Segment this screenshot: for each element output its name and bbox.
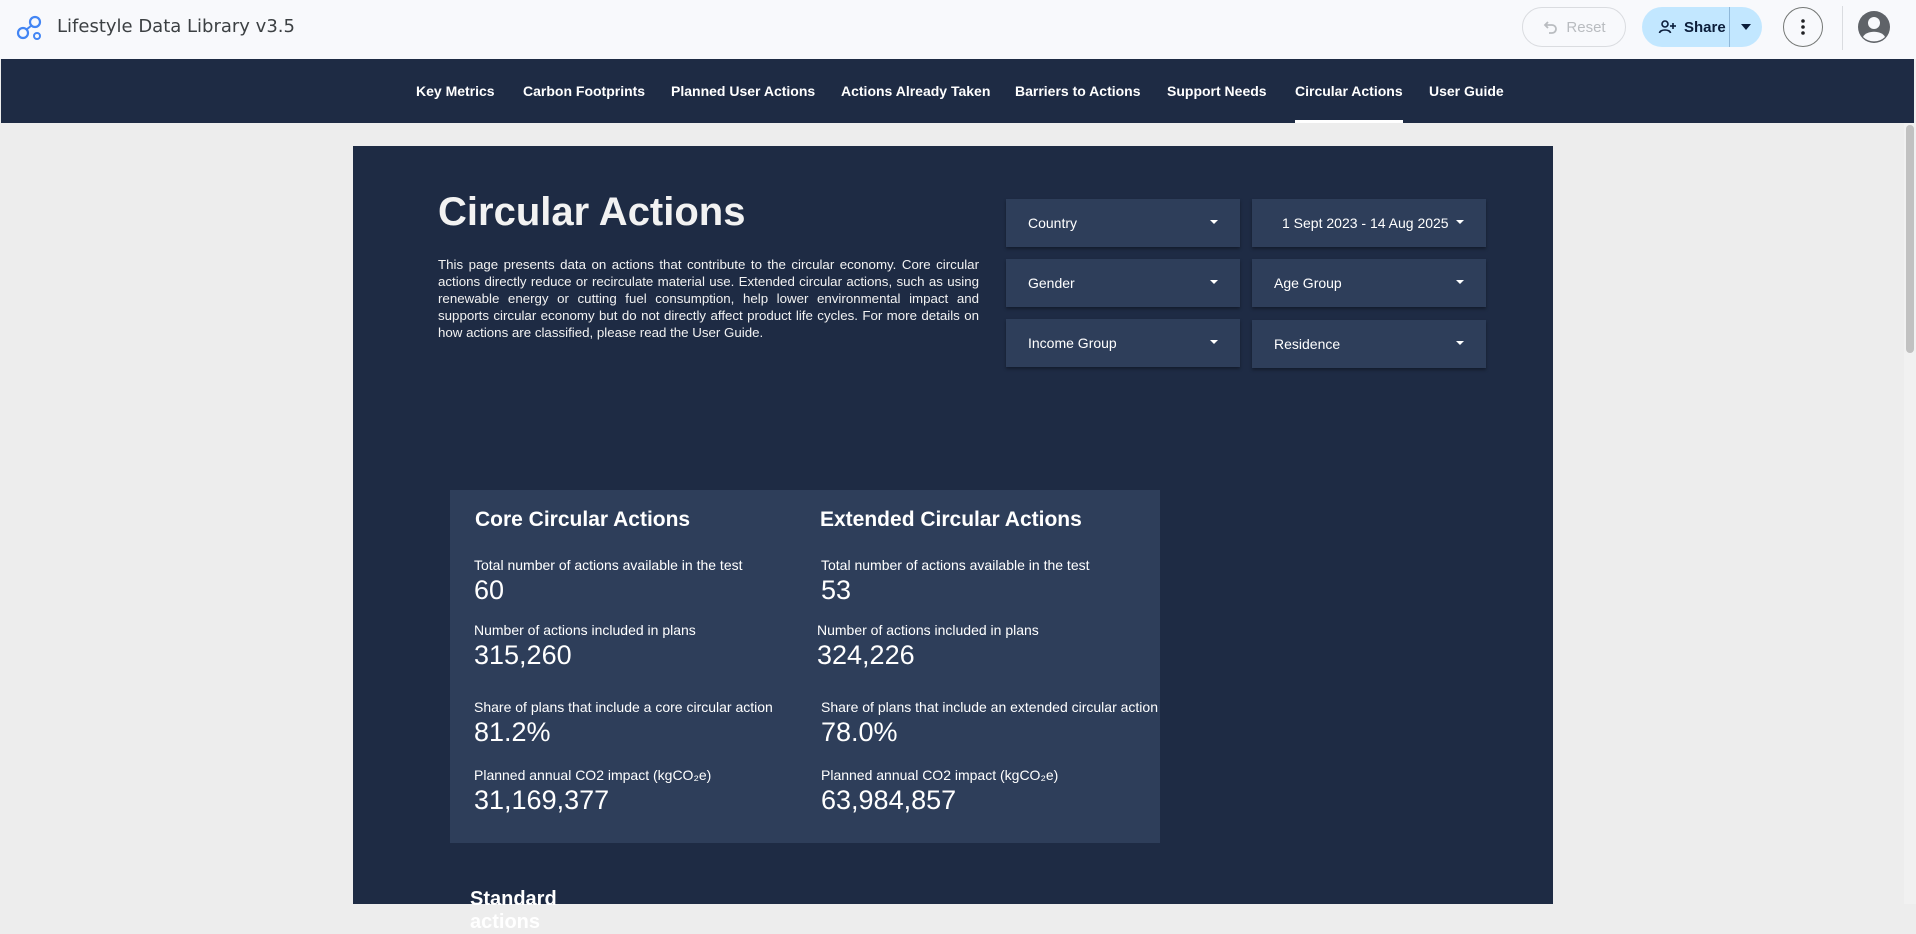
next-section-heading xyxy=(470,888,620,933)
country-filter[interactable] xyxy=(1006,199,1240,247)
core-total-label: Total number of actions available in the test xyxy=(474,557,743,573)
tab-circular-actions[interactable]: Circular Actions xyxy=(1295,59,1403,123)
report-canvas xyxy=(353,146,1553,933)
tab-actions-already-taken[interactable]: Actions Already Taken xyxy=(841,83,991,99)
caret-down-icon xyxy=(1210,340,1218,344)
more-options-button[interactable] xyxy=(1783,7,1823,47)
tab-planned-user-actions[interactable]: Planned User Actions xyxy=(671,83,816,99)
extended-plans-label: Number of actions included in plans xyxy=(817,622,1039,638)
tab-barriers-to-actions[interactable]: Barriers to Actions xyxy=(1015,83,1141,99)
extended-impact-label: Planned annual CO2 impact (kgCO₂e) xyxy=(821,767,1059,783)
app-logo-icon[interactable] xyxy=(14,13,44,43)
extended-heading: Extended Circular Actions xyxy=(820,508,1082,531)
tab-user-guide[interactable]: User Guide xyxy=(1429,83,1504,99)
residence-filter-label: Residence xyxy=(1274,336,1341,352)
page-title: Circular Actions xyxy=(438,190,746,234)
page-description: This page presents data on actions that contribute to the circular economy. Core circular actions directly reduce or recirculate material use. Extended circular actions, such as using renewable energy or cutting fuel consumption, help lower environmental impact and supports circular economy but do not directly affect product life cycles. For more details on how actions are classified, please read the User Guide. xyxy=(438,257,979,340)
residence-filter[interactable] xyxy=(1252,320,1486,368)
share-dropdown-button[interactable] xyxy=(1730,7,1762,47)
caret-down-icon xyxy=(1210,280,1218,284)
more-vert-icon xyxy=(1801,19,1805,35)
tab-key-metrics[interactable]: Key Metrics xyxy=(416,83,495,99)
reset-button[interactable] xyxy=(1522,7,1626,47)
report-nav xyxy=(1,59,1914,123)
core-plans-label: Number of actions included in plans xyxy=(474,622,696,638)
add-person-icon xyxy=(1658,19,1676,35)
date-range-label: 1 Sept 2023 - 14 Aug 2025 xyxy=(1282,215,1449,231)
caret-down-icon xyxy=(1456,220,1464,224)
tab-carbon-footprints[interactable]: Carbon Footprints xyxy=(523,83,646,99)
undo-icon xyxy=(1542,19,1558,35)
extended-total-label: Total number of actions available in the test xyxy=(821,557,1090,573)
account-avatar-icon[interactable] xyxy=(1857,10,1891,44)
tab-support-needs[interactable]: Support Needs xyxy=(1167,83,1267,99)
app-title: Lifestyle Data Library v3.5 xyxy=(57,16,295,37)
circular-actions-scorecards xyxy=(450,490,1160,843)
date-range-filter[interactable] xyxy=(1252,199,1486,247)
caret-down-icon xyxy=(1741,24,1751,30)
share-button[interactable] xyxy=(1642,7,1730,47)
extended-share-value: 78.0% xyxy=(821,717,898,747)
core-impact-label: Planned annual CO2 impact (kgCO₂e) xyxy=(474,767,712,783)
caret-down-icon xyxy=(1456,341,1464,345)
toolbar-divider xyxy=(1842,6,1843,50)
extended-plans-value: 324,226 xyxy=(817,640,915,670)
share-button-group xyxy=(1642,7,1762,47)
next-section-heading-text: Standard actions xyxy=(470,888,557,933)
country-filter-label: Country xyxy=(1028,215,1078,231)
core-impact-value: 31,169,377 xyxy=(474,785,610,815)
gender-filter[interactable] xyxy=(1006,259,1240,307)
income-group-filter-label: Income Group xyxy=(1028,335,1117,351)
app-header xyxy=(0,0,1916,59)
core-share-label: Share of plans that include a core circular action xyxy=(474,699,773,715)
reset-button-label: Reset xyxy=(1566,18,1606,36)
extended-impact-value: 63,984,857 xyxy=(821,785,957,815)
core-share-value: 81.2% xyxy=(474,717,551,747)
gender-filter-label: Gender xyxy=(1028,275,1075,291)
core-total-value: 60 xyxy=(474,575,505,605)
extended-share-label: Share of plans that include an extended circular action xyxy=(821,699,1158,715)
extended-total-value: 53 xyxy=(821,575,852,605)
age-group-filter-label: Age Group xyxy=(1274,275,1342,291)
age-group-filter[interactable] xyxy=(1252,259,1486,307)
scrollbar-thumb[interactable] xyxy=(1906,125,1914,353)
caret-down-icon xyxy=(1456,280,1464,284)
core-plans-value: 315,260 xyxy=(474,640,572,670)
income-group-filter[interactable] xyxy=(1006,319,1240,367)
core-heading: Core Circular Actions xyxy=(475,508,691,531)
caret-down-icon xyxy=(1210,220,1218,224)
share-button-label: Share xyxy=(1684,18,1726,36)
